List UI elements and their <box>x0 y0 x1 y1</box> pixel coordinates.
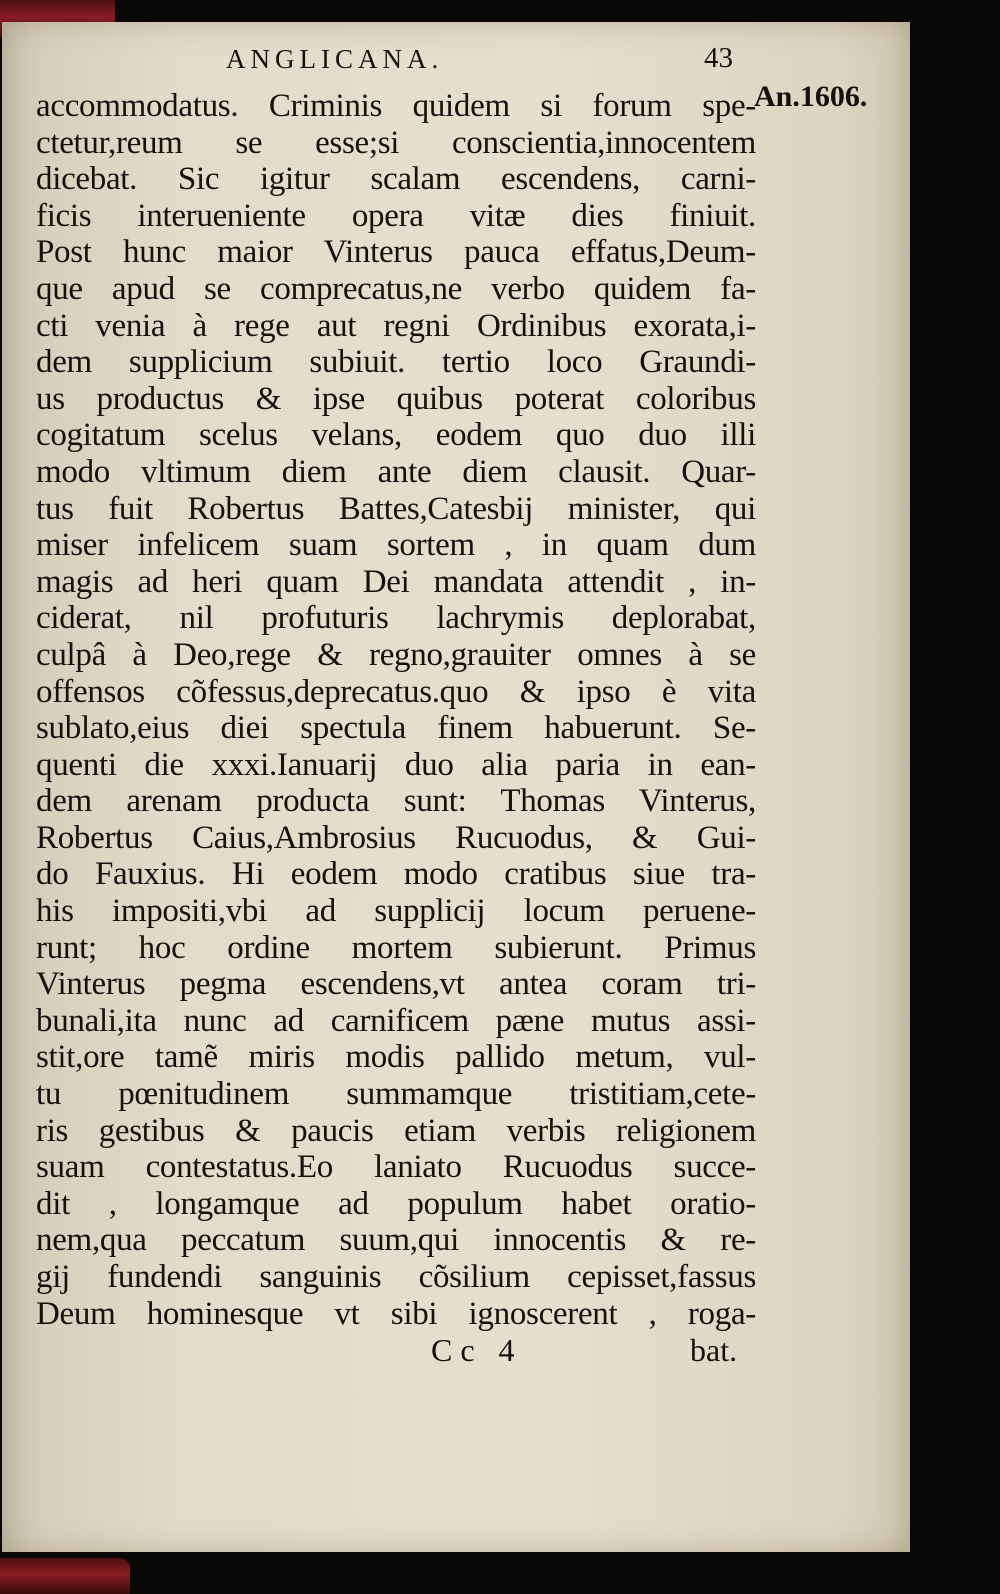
text-line: us productus & ipse quibus poterat coloribus <box>36 380 756 417</box>
text-line: miser infelicem suam sortem , in quam dum <box>36 527 756 564</box>
text-line: modo vltimum diem ante diem clausit. Quar- <box>36 453 756 490</box>
text-line: magis ad heri quam Dei mandata attendit , in- <box>36 563 756 600</box>
text-line: Post hunc maior Vinterus pauca effatus,Deum- <box>36 234 756 271</box>
text-line: tus fuit Robertus Battes,Catesbij minister, qui <box>36 490 756 527</box>
page <box>2 22 910 1552</box>
text-line: quenti die xxxi.Ianuarij duo alia paria in ean- <box>36 746 756 783</box>
text-line: ciderat, nil profuturis lachrymis deplorabat, <box>36 600 756 637</box>
signature-mark: Cc 4 <box>431 1332 523 1369</box>
text-line: Vinterus pegma escendens,vt antea coram tri- <box>36 966 756 1003</box>
text-line: bunali,ita nunc ad carnificem pæne mutus assi- <box>36 1002 756 1039</box>
text-line: accommodatus. Criminis quidem si forum spe- <box>36 88 756 124</box>
page-header <box>36 40 756 88</box>
text-line: do Fauxius. Hi eodem modo cratibus siue tra- <box>36 856 756 893</box>
running-head: ANGLICANA. <box>226 44 444 74</box>
text-line: que apud se comprecatus,ne verbo quidem fa- <box>36 270 756 307</box>
text-line: runt; hoc ordine mortem subierunt. Primus <box>36 929 756 966</box>
text-line: Robertus Caius,Ambrosius Rucuodus, & Gui- <box>36 819 756 856</box>
text-line: nem,qua peccatum suum,qui innocentis & re- <box>36 1222 756 1259</box>
text-line: sublato,eius diei spectula finem habuerunt. Se- <box>36 710 756 747</box>
text-block <box>36 40 756 1372</box>
page-footer <box>36 1332 756 1372</box>
text-line: dem arenam producta sunt: Thomas Vinterus, <box>36 783 756 820</box>
catchword: bat. <box>690 1332 738 1369</box>
text-line: suam contestatus.Eo laniato Rucuodus succe- <box>36 1149 756 1186</box>
text-line: culpâ à Deo,rege & regno,grauiter omnes à se <box>36 636 756 673</box>
body-text <box>36 88 756 1332</box>
text-line: dit , longamque ad populum habet oratio- <box>36 1185 756 1222</box>
text-line: stit,ore tamẽ miris modis pallido metum, vul- <box>36 1039 756 1076</box>
text-line: offensos cõfessus,deprecatus.quo & ipso è vita <box>36 673 756 710</box>
text-line: Deum hominesque vt sibi ignoscerent , roga- <box>36 1295 756 1332</box>
text-line: gij fundendi sanguinis cõsilium cepisset,fassus <box>36 1259 756 1295</box>
bookmark-ribbon-bottom <box>0 1558 130 1594</box>
text-line: cogitatum scelus velans, eodem quo duo illi <box>36 417 756 454</box>
text-line: ris gestibus & paucis etiam verbis religionem <box>36 1112 756 1149</box>
text-line: dem supplicium subiuit. tertio loco Graundi- <box>36 344 756 381</box>
text-line: his impositi,vbi ad supplicij locum peruene- <box>36 893 756 930</box>
text-line: cti venia à rege aut regni Ordinibus exorata,i- <box>36 307 756 344</box>
text-line: ctetur,reum se esse;si conscientia,innocentem <box>36 124 756 161</box>
text-line: ficis interueniente opera vitæ dies finiuit. <box>36 197 756 234</box>
text-line: tu pœnitudinem summamque tristitiam,cete- <box>36 1076 756 1113</box>
page-number: 43 <box>704 42 733 74</box>
margin-note-year: An.1606. <box>754 80 868 113</box>
text-line: dicebat. Sic igitur scalam escendens, carni- <box>36 161 756 198</box>
